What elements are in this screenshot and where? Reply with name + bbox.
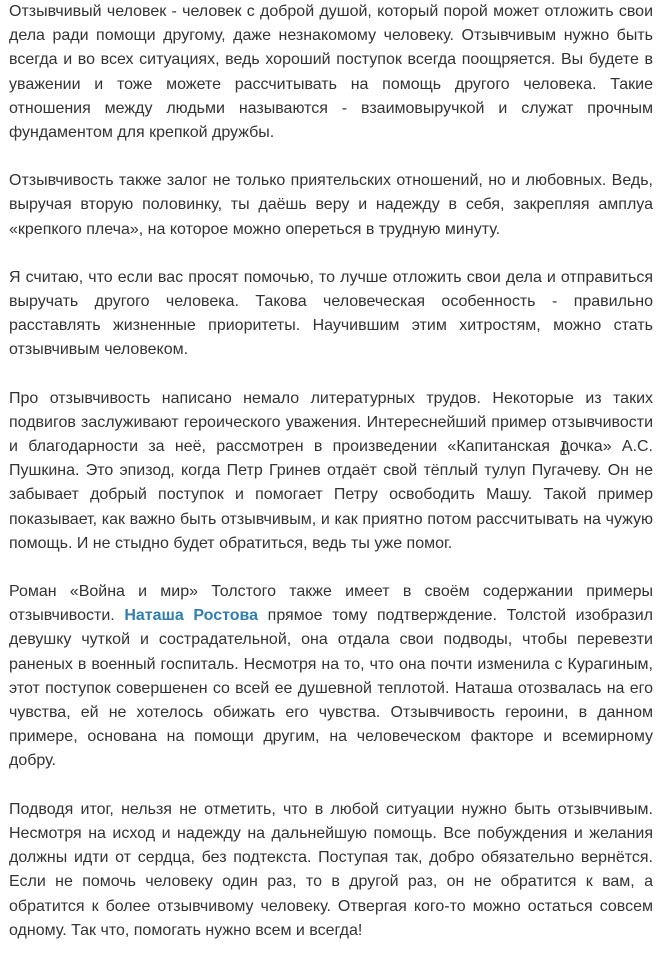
article-body	[9, 0, 653, 967]
paragraph-3: Я считаю, что если вас просят помочью, то лучше отложить свои дела и отправиться выручать другого человека. Такова человеческая особенность - правильно расставлять жизненные приоритеты. Научившим этим хитростям, можно стать отзывчивым человеком.	[9, 268, 653, 359]
paragraph-5	[9, 580, 653, 774]
paragraph-5-rest: прямое тому подтверждение. Толстой изобразил девушку чуткой и сострадательной, она отдала свои подводы, чтобы перевезти раненых в военный госпиталь. Несмотря на то, что она почти изменила с Курагиным, этот поступок совершенен со всей ее душевной теплотой. Наташа отозвалась на его чувства, ей не хотелось обижать его чувства. Отзывчивость героини, в данном примере, основана на помощи другим, на человеческом факторе и всемирному добру.	[9, 607, 654, 770]
paragraph-5-intro: Роман «Война и мир» Толстого также имеет в своём содержании примеры отзывчивости.	[9, 583, 653, 625]
paragraph-1: Отзывчивый человек - человек с доброй душой, который порой может отложить свои дела ради помощи другому, даже незнакомому человеку. Отзывчивым нужно быть всегда и во всех ситуациях, ведь хороший поступок всегда поощряется. Вы будете в уважении и тоже можете рассчитывать на помощь другого человека. Такие отношения между людьми называются - взаимовыручкой и служат прочным фундаментом для крепкой дружбы.	[9, 3, 653, 142]
paragraph-6: Подводя итог, нельзя не отметить, что в любой ситуации нужно быть отзывчивым. Несмотря на исход и надежду на дальнейшую помощь. Все побуждения и желания должны идти от сердца, без подтекста. Поступая так, добро обязательно вернётся. Если не помочь человеку один раз, то в другой раз, он не обратится к вам, а обратится к более отзывчивому человеку. Отвергая кого-то можно остаться совсем одному. Так что, помогать нужно всем и всегда!	[9, 800, 653, 939]
paragraph-4: Про отзывчивость написано немало литературных трудов. Некоторые из таких подвигов заслуживают героического уважения. Интереснейший пример отзывчивости и благодарности за неё, рассмотрен в произведении «Капитанская дочка» А.С. Пушкина. Это эпизод, когда Петр Гринев отдаёт свой тёплый тулуп Пугачеву. Он не забывает добрый поступок и помогает Петру освободить Машу. Такой пример показывает, как важно быть отзывчивым, и как приятно потом рассчитывать на чужую помощь. И не стыдно будет обратиться, ведь ты уже помог.	[9, 389, 653, 552]
text-cursor-icon	[561, 441, 567, 455]
paragraph-2: Отзывчивость также залог не только приятельских отношений, но и любовных. Ведь, выручая вторую половинку, ты даёшь веру и надежду в себя, закрепляя амплуа «крепкого плеча», на которое можно опереться в трудную минуту.	[9, 172, 653, 238]
natasha-rostova-link[interactable]: Наташа Ростова	[124, 607, 259, 625]
